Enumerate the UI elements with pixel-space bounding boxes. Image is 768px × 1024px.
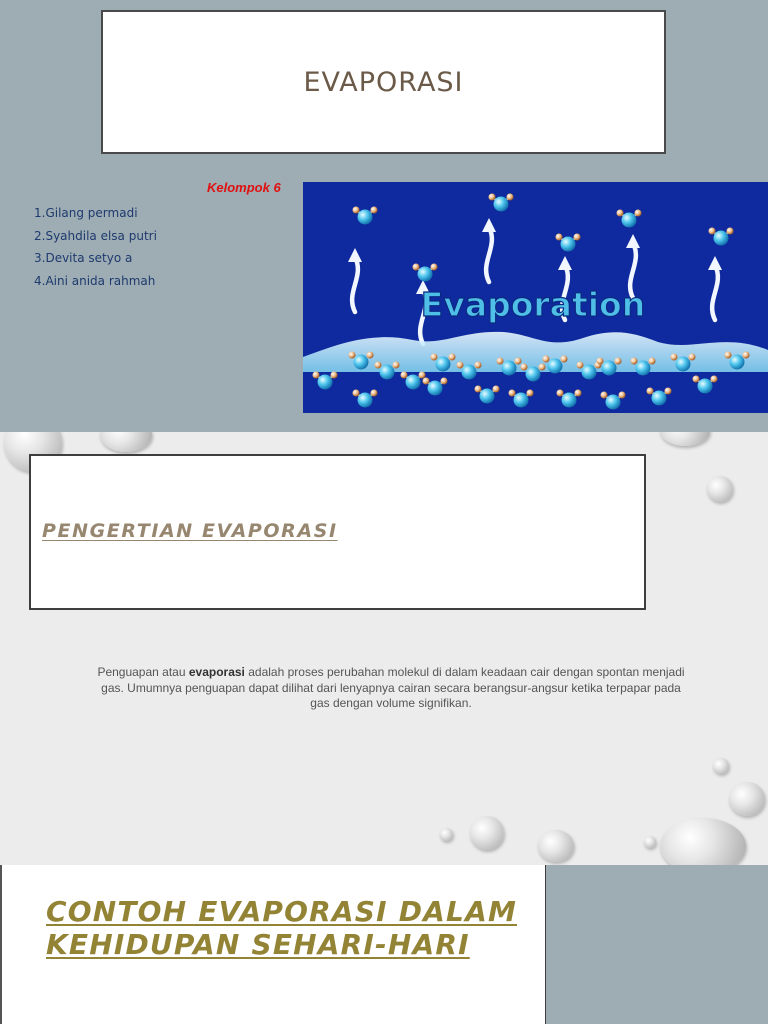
svg-text:Evaporation: Evaporation — [420, 285, 646, 324]
group-label: Kelompok 6 — [207, 180, 281, 195]
water-drop-decoration — [538, 830, 574, 862]
definition-text-after: adalah proses perubahan molekul di dalam keadaan cair dengan spontan menjadi gas. Umumnya penguapan dapat dilihat dari lenyapnya cairan secara berangsur-angsur ketika terpapar pada gas dengan volume signifikan. — [101, 665, 685, 710]
member-item: 2.Syahdila elsa putri — [34, 228, 157, 243]
definition-heading-box — [29, 454, 646, 610]
water-drop-decoration — [470, 816, 504, 850]
water-drop-decoration — [713, 758, 729, 774]
water-drop-decoration — [100, 432, 152, 452]
definition-text-before: Penguapan atau — [97, 665, 189, 679]
title-box — [101, 10, 666, 154]
examples-heading-line: KEHIDUPAN SEHARI-HARI — [46, 928, 470, 961]
member-item: 1.Gilang permadi — [34, 206, 138, 220]
slide-definition — [0, 432, 768, 865]
water-drop-decoration — [707, 476, 733, 502]
slide-examples — [0, 865, 768, 1024]
slide-title — [0, 0, 768, 432]
side-panel — [546, 865, 768, 1024]
examples-heading-line: CONTOH EVAPORASI DALAM — [46, 895, 518, 928]
water-drop-decoration — [644, 836, 656, 848]
water-drop-decoration — [729, 782, 765, 816]
slide-border — [0, 865, 2, 1024]
definition-keyword: evaporasi — [188, 665, 245, 679]
examples-heading — [46, 895, 536, 961]
evaporation-illustration — [303, 182, 768, 413]
definition-heading: PENGERTIAN EVAPORASI — [42, 520, 338, 542]
member-item: 3.Devita setyo a — [34, 251, 133, 265]
water-drop-decoration — [660, 432, 710, 446]
water-drop-decoration — [440, 828, 453, 841]
definition-paragraph — [92, 665, 690, 712]
slide-title-text: EVAPORASI — [303, 66, 464, 98]
member-list — [34, 202, 157, 292]
water-drop-decoration — [660, 818, 746, 865]
member-item: 4.Aini anida rahmah — [34, 273, 156, 288]
